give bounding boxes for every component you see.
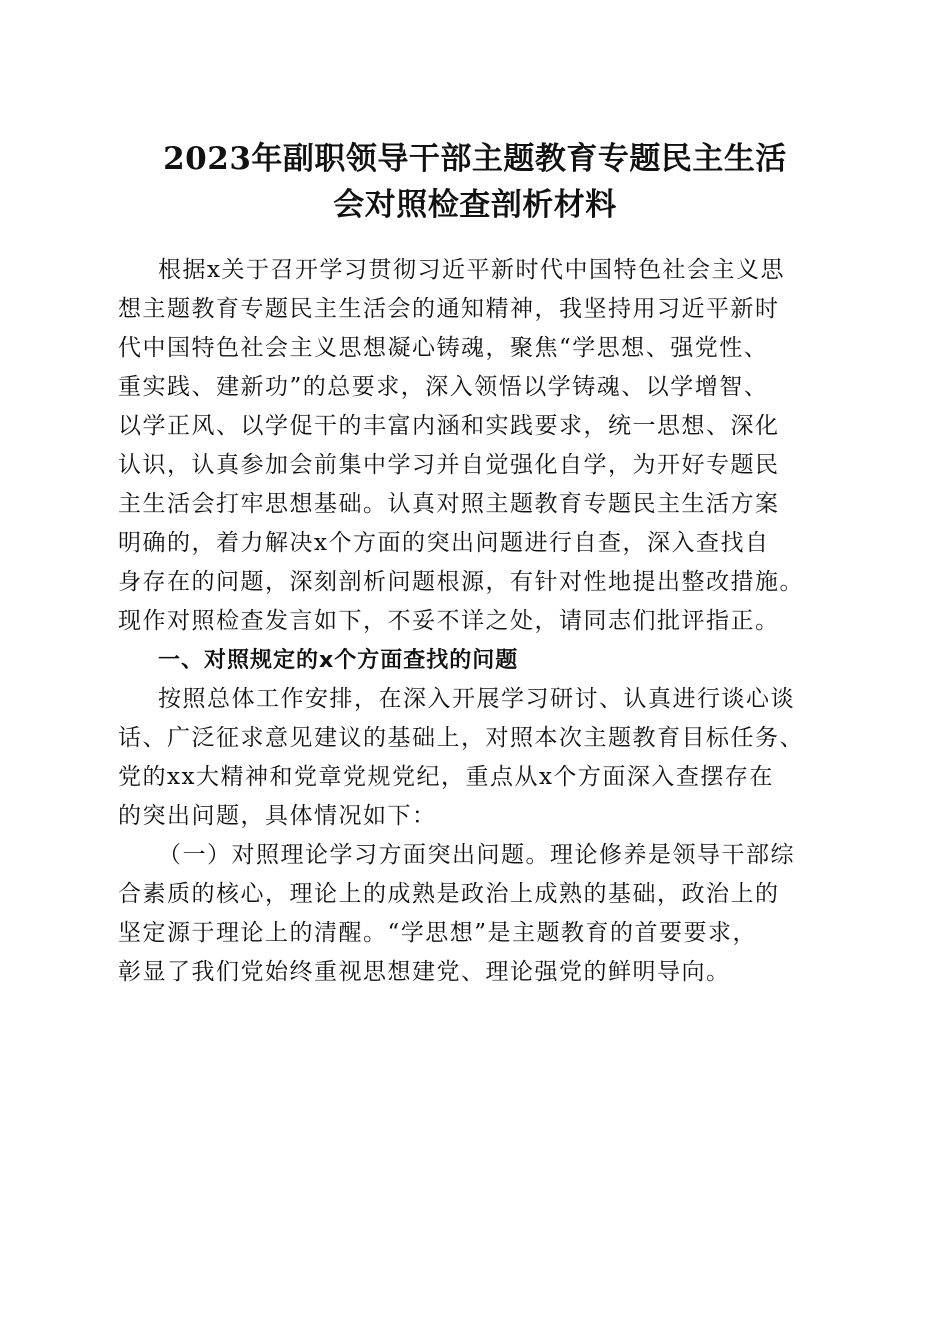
title-line: 会对照检查剖析材料	[333, 187, 617, 223]
paragraph-line: 按照总体工作安排，在深入开展学习研讨、认真进行谈心谈	[158, 686, 795, 712]
section-heading: 一、对照规定的x个方面查找的问题	[158, 648, 519, 673]
paragraph-line: 话、广泛征求意见建议的基础上，对照本次主题教育目标任务、	[118, 725, 804, 751]
paragraph-overview	[118, 680, 834, 836]
paragraph-line: 党的xx大精神和党章党规党纪，重点从x个方面深入查摆存在	[118, 764, 774, 790]
title-line: 2023年副职领导干部主题教育专题民主生活	[163, 141, 787, 177]
paragraph-line: 合素质的核心，理论上的成熟是政治上成熟的基础，政治上的	[118, 881, 780, 907]
paragraph-line: 坚定源于理论上的清醒。“学思想”是主题教育的首要要求，	[118, 920, 758, 946]
paragraph-line: 以学正风、以学促干的丰富内涵和实践要求，统一思想、深化	[118, 413, 780, 439]
paragraph-line: 主生活会打牢思想基础。认真对照主题教育专题民主生活方案	[118, 491, 780, 517]
paragraph-line: 想主题教育专题民主生活会的通知精神，我坚持用习近平新时	[118, 296, 780, 322]
document-body	[118, 251, 834, 992]
paragraph-line: 现作对照检查发言如下，不妥不详之处，请同志们批评指正。	[118, 608, 780, 634]
paragraph-line: 的突出问题，具体情况如下：	[118, 803, 437, 829]
paragraph-line: 彰显了我们党始终重视思想建党、理论强党的鲜明导向。	[118, 959, 731, 985]
paragraph-line: 根据x关于召开学习贯彻习近平新时代中国特色社会主义思	[158, 257, 785, 283]
paragraph-line: 明确的，着力解决x个方面的突出问题进行自查，深入查找自	[118, 530, 770, 556]
paragraph-line: 身存在的问题，深刻剖析问题根源，有针对性地提出整改措施。	[118, 569, 804, 595]
document-title	[100, 136, 850, 228]
paragraph-line: 重实践、建新功”的总要求，深入领悟以学铸魂、以学增智、	[118, 374, 769, 400]
paragraph-theory	[118, 836, 834, 992]
paragraph-intro	[118, 251, 834, 641]
paragraph-line: 认识，认真参加会前集中学习并自觉强化自学，为开好专题民	[118, 452, 780, 478]
paragraph-line: （一）对照理论学习方面突出问题。理论修养是领导干部综	[158, 842, 795, 868]
paragraph-line: 代中国特色社会主义思想凝心铸魂，聚焦“学思想、强党性、	[118, 335, 769, 361]
